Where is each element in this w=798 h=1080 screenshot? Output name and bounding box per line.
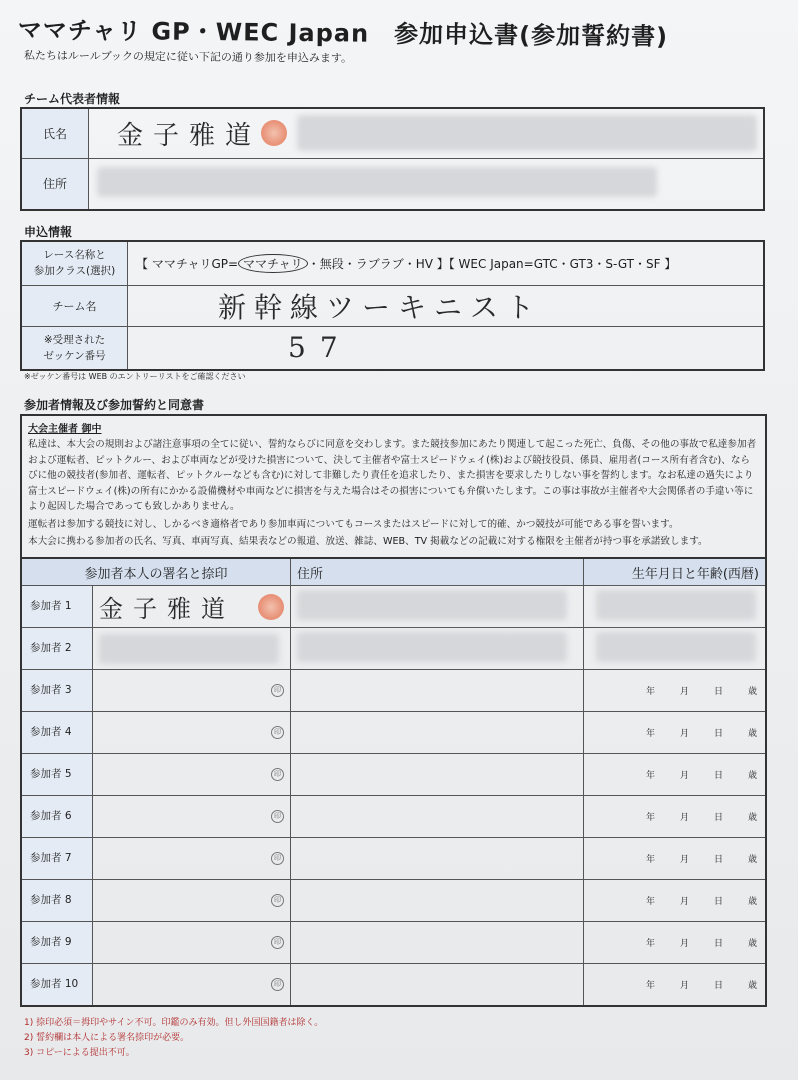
participant-address-cell[interactable] bbox=[291, 628, 584, 670]
date-unit-year: 年 bbox=[645, 687, 655, 697]
participant-address-cell[interactable] bbox=[291, 838, 584, 880]
race-class-field[interactable] bbox=[128, 241, 765, 285]
date-unit-year: 年 bbox=[645, 771, 655, 781]
date-unit-year: 年 bbox=[645, 939, 655, 949]
date-unit-year: 年 bbox=[645, 981, 655, 991]
participant-label: 参加者 10 bbox=[22, 964, 92, 1005]
number-note: ※ゼッケン番号は WEB のエントリーリストをご確認ください bbox=[24, 372, 246, 381]
participant-label: 参加者 6 bbox=[22, 796, 92, 837]
seal-stamp bbox=[261, 120, 287, 146]
participant-row bbox=[21, 628, 766, 670]
date-unit-age: 歳 bbox=[747, 687, 757, 697]
seal-mark-icon: 印 bbox=[271, 726, 284, 739]
agreement-heading: 参加者情報及び参加誓約と同意書 bbox=[24, 398, 205, 412]
participant-label: 参加者 4 bbox=[22, 712, 92, 753]
participant-address-cell[interactable] bbox=[291, 922, 584, 964]
col-address-header: 住所 bbox=[291, 558, 584, 586]
seal-mark-icon: 印 bbox=[271, 768, 284, 781]
date-unit-month: 月 bbox=[679, 813, 689, 823]
date-unit-month: 月 bbox=[679, 729, 689, 739]
date-unit-age: 歳 bbox=[747, 771, 757, 781]
participant-sign-cell[interactable] bbox=[21, 880, 291, 922]
redacted-signature bbox=[99, 634, 279, 664]
selected-class[interactable]: ママチャリ bbox=[238, 254, 308, 273]
redacted-address bbox=[97, 167, 657, 197]
seal-mark-icon: 印 bbox=[271, 684, 284, 697]
date-unit-day: 日 bbox=[713, 729, 723, 739]
date-unit-day: 日 bbox=[713, 771, 723, 781]
seal-mark-icon: 印 bbox=[271, 810, 284, 823]
participant-row bbox=[21, 796, 766, 838]
redacted-birthdate bbox=[596, 590, 756, 620]
participant-row bbox=[21, 586, 766, 628]
representative-table bbox=[20, 107, 765, 211]
agreement-paragraph-2: 運転者は参加する競技に対し、しかるべき適格者であり参加車両についてもコースまたはスピードに対して的確、かつ競技が可能である事を誓います。 bbox=[28, 518, 679, 530]
participant-row bbox=[21, 922, 766, 964]
participant-birth-cell[interactable] bbox=[584, 964, 767, 1007]
participant-birth-cell[interactable] bbox=[584, 838, 767, 880]
participant-birth-cell[interactable] bbox=[584, 922, 767, 964]
seal-mark-icon: 印 bbox=[271, 894, 284, 907]
participant-address-cell[interactable] bbox=[291, 964, 584, 1007]
date-unit-day: 日 bbox=[713, 855, 723, 865]
organizer-addressee: 大会主催者 御中 bbox=[28, 424, 102, 435]
team-label: チーム名 bbox=[21, 285, 128, 326]
participant-address-cell[interactable] bbox=[291, 586, 584, 628]
number-handwritten: 57 bbox=[288, 331, 352, 365]
participant-sign-cell[interactable] bbox=[21, 670, 291, 712]
seal-mark-icon: 印 bbox=[271, 978, 284, 991]
participant-sign-cell[interactable] bbox=[21, 964, 291, 1007]
participant-address-cell[interactable] bbox=[291, 880, 584, 922]
participant-birth-cell[interactable] bbox=[584, 586, 767, 628]
date-unit-age: 歳 bbox=[747, 813, 757, 823]
name-handwritten: 金子雅道 bbox=[117, 120, 262, 151]
participant-sign-cell[interactable] bbox=[21, 754, 291, 796]
participant-address-cell[interactable] bbox=[291, 712, 584, 754]
participant-label: 参加者 3 bbox=[22, 670, 92, 711]
application-table bbox=[20, 240, 765, 371]
date-unit-month: 月 bbox=[679, 687, 689, 697]
participant-address-cell[interactable] bbox=[291, 796, 584, 838]
participant-address-cell[interactable] bbox=[291, 754, 584, 796]
date-unit-day: 日 bbox=[713, 687, 723, 697]
number-label-line1: ※受理された bbox=[43, 333, 106, 346]
participant-birth-cell[interactable] bbox=[584, 628, 767, 670]
participant-row bbox=[21, 880, 766, 922]
form-title: ママチャリ GP・WEC Japan 参加申込書(参加誓約書) bbox=[17, 15, 669, 51]
participant-row bbox=[21, 964, 766, 1007]
participant-row bbox=[21, 670, 766, 712]
participant-address-cell[interactable] bbox=[291, 670, 584, 712]
participant-seal-stamp bbox=[258, 594, 284, 620]
participant-birth-cell[interactable] bbox=[584, 880, 767, 922]
date-unit-year: 年 bbox=[645, 897, 655, 907]
date-unit-day: 日 bbox=[713, 981, 723, 991]
participant-sign-cell[interactable] bbox=[21, 922, 291, 964]
date-unit-age: 歳 bbox=[747, 939, 757, 949]
date-unit-day: 日 bbox=[713, 939, 723, 949]
participant-label: 参加者 5 bbox=[22, 754, 92, 795]
col-birth-header: 生年月日と年齢(西暦) bbox=[584, 558, 767, 586]
race-label-line1: レース名称と bbox=[43, 249, 106, 262]
footnotes bbox=[24, 1016, 323, 1061]
date-unit-year: 年 bbox=[645, 813, 655, 823]
race-prefix: 【 ママチャリGP= bbox=[136, 256, 239, 271]
participant-sign-cell[interactable] bbox=[21, 712, 291, 754]
participant-birth-cell[interactable] bbox=[584, 754, 767, 796]
participant-birth-cell[interactable] bbox=[584, 796, 767, 838]
participant-label: 参加者 7 bbox=[22, 838, 92, 879]
participant-label: 参加者 1 bbox=[22, 586, 92, 627]
footnote-3: 3) コピーによる提出不可。 bbox=[24, 1048, 135, 1058]
date-unit-age: 歳 bbox=[747, 729, 757, 739]
date-unit-age: 歳 bbox=[747, 855, 757, 865]
number-label bbox=[21, 326, 128, 370]
participant-sign-cell[interactable] bbox=[21, 838, 291, 880]
agreement-paragraph-1: 私達は、本大会の規則および諸注意事項の全てに従い、誓約ならびに同意を交わします。また競技参加にあたり関連して起こった死亡、負傷、その他の事故で私達参加者および運転者、ピットクルー、および車両などが受けた損害について、決して主催者や富士スピードウェイ(株)および競技役員、係員、雇用者(コース所有者含む)、ならびに他の競技者(参加者、運転者、ピットクルーなども含む)に対して非難したり責任を追求したり、また損害を要求したりしない事を誓約します。なお私達の過失により富士スピードウェイ(株)の所有にかかる設備機材や車両などに損害を与えた場合はその損害についても弁償いたします。この事は事故が主催者や大会関係者の手違い等により起因した場合であっても致しかありません。 bbox=[28, 439, 757, 512]
address-label: 住所 bbox=[21, 158, 89, 210]
participant-row bbox=[21, 754, 766, 796]
name-label: 氏名 bbox=[21, 108, 89, 158]
participant-row bbox=[21, 712, 766, 754]
redacted-name-area bbox=[297, 115, 757, 151]
agreement-paragraph-3: 本大会に携わる参加者の氏名、写真、車両写真、結果表などの報道、放送、雑誌、WEB、TV 掲載などの記載に対する権限を主催者が持つ事を承諾致します。 bbox=[28, 536, 708, 547]
footnote-2: 2) 誓約欄は本人による署名捺印が必要。 bbox=[24, 1033, 190, 1043]
number-field[interactable] bbox=[128, 326, 765, 370]
participant-label: 参加者 8 bbox=[22, 880, 92, 921]
date-unit-day: 日 bbox=[713, 813, 723, 823]
participant-row bbox=[21, 838, 766, 880]
race-options: ・無段・ラブラブ・HV 】【 WEC Japan=GTC・GT3・S-GT・SF 】 bbox=[307, 256, 677, 271]
representative-heading: チーム代表者情報 bbox=[24, 92, 121, 106]
participant-signature: 金子雅道 bbox=[99, 595, 235, 623]
participant-sign-cell[interactable] bbox=[21, 586, 291, 628]
date-unit-month: 月 bbox=[679, 939, 689, 949]
participant-sign-cell[interactable] bbox=[21, 628, 291, 670]
participant-label: 参加者 2 bbox=[22, 628, 92, 669]
footnote-1: 1) 捺印必須＝拇印やサイン不可。印鑑のみ有効。但し外国国籍者は除く。 bbox=[24, 1018, 324, 1028]
address-field[interactable] bbox=[89, 158, 765, 210]
date-unit-age: 歳 bbox=[747, 897, 757, 907]
date-unit-year: 年 bbox=[645, 855, 655, 865]
date-unit-month: 月 bbox=[679, 897, 689, 907]
redacted-address bbox=[297, 590, 567, 620]
name-field[interactable] bbox=[89, 108, 765, 158]
date-unit-month: 月 bbox=[679, 771, 689, 781]
race-label bbox=[21, 241, 128, 285]
redacted-address bbox=[297, 632, 567, 662]
participant-birth-cell[interactable] bbox=[584, 670, 767, 712]
participant-birth-cell[interactable] bbox=[584, 712, 767, 754]
participant-sign-cell[interactable] bbox=[21, 796, 291, 838]
participant-label: 参加者 9 bbox=[22, 922, 92, 963]
participants-table bbox=[20, 557, 767, 1007]
date-unit-age: 歳 bbox=[747, 981, 757, 991]
agreement-text-box bbox=[20, 414, 767, 558]
seal-mark-icon: 印 bbox=[271, 852, 284, 865]
date-unit-year: 年 bbox=[645, 729, 655, 739]
col-sign-header: 参加者本人の署名と捺印 bbox=[21, 558, 291, 586]
seal-mark-icon: 印 bbox=[271, 936, 284, 949]
date-unit-month: 月 bbox=[679, 855, 689, 865]
team-name-handwritten: 新幹線ツーキニスト bbox=[218, 290, 543, 324]
form-subtitle: 私たちはルールブックの規定に従い下記の通り参加を申込みます。 bbox=[23, 48, 353, 65]
application-heading: 申込情報 bbox=[24, 225, 73, 239]
date-unit-day: 日 bbox=[713, 897, 723, 907]
race-label-line2: 参加クラス(選択) bbox=[33, 265, 116, 278]
date-unit-month: 月 bbox=[679, 981, 689, 991]
redacted-birthdate bbox=[596, 632, 756, 662]
number-label-line2: ゼッケン番号 bbox=[43, 349, 106, 362]
team-field[interactable] bbox=[128, 285, 765, 326]
